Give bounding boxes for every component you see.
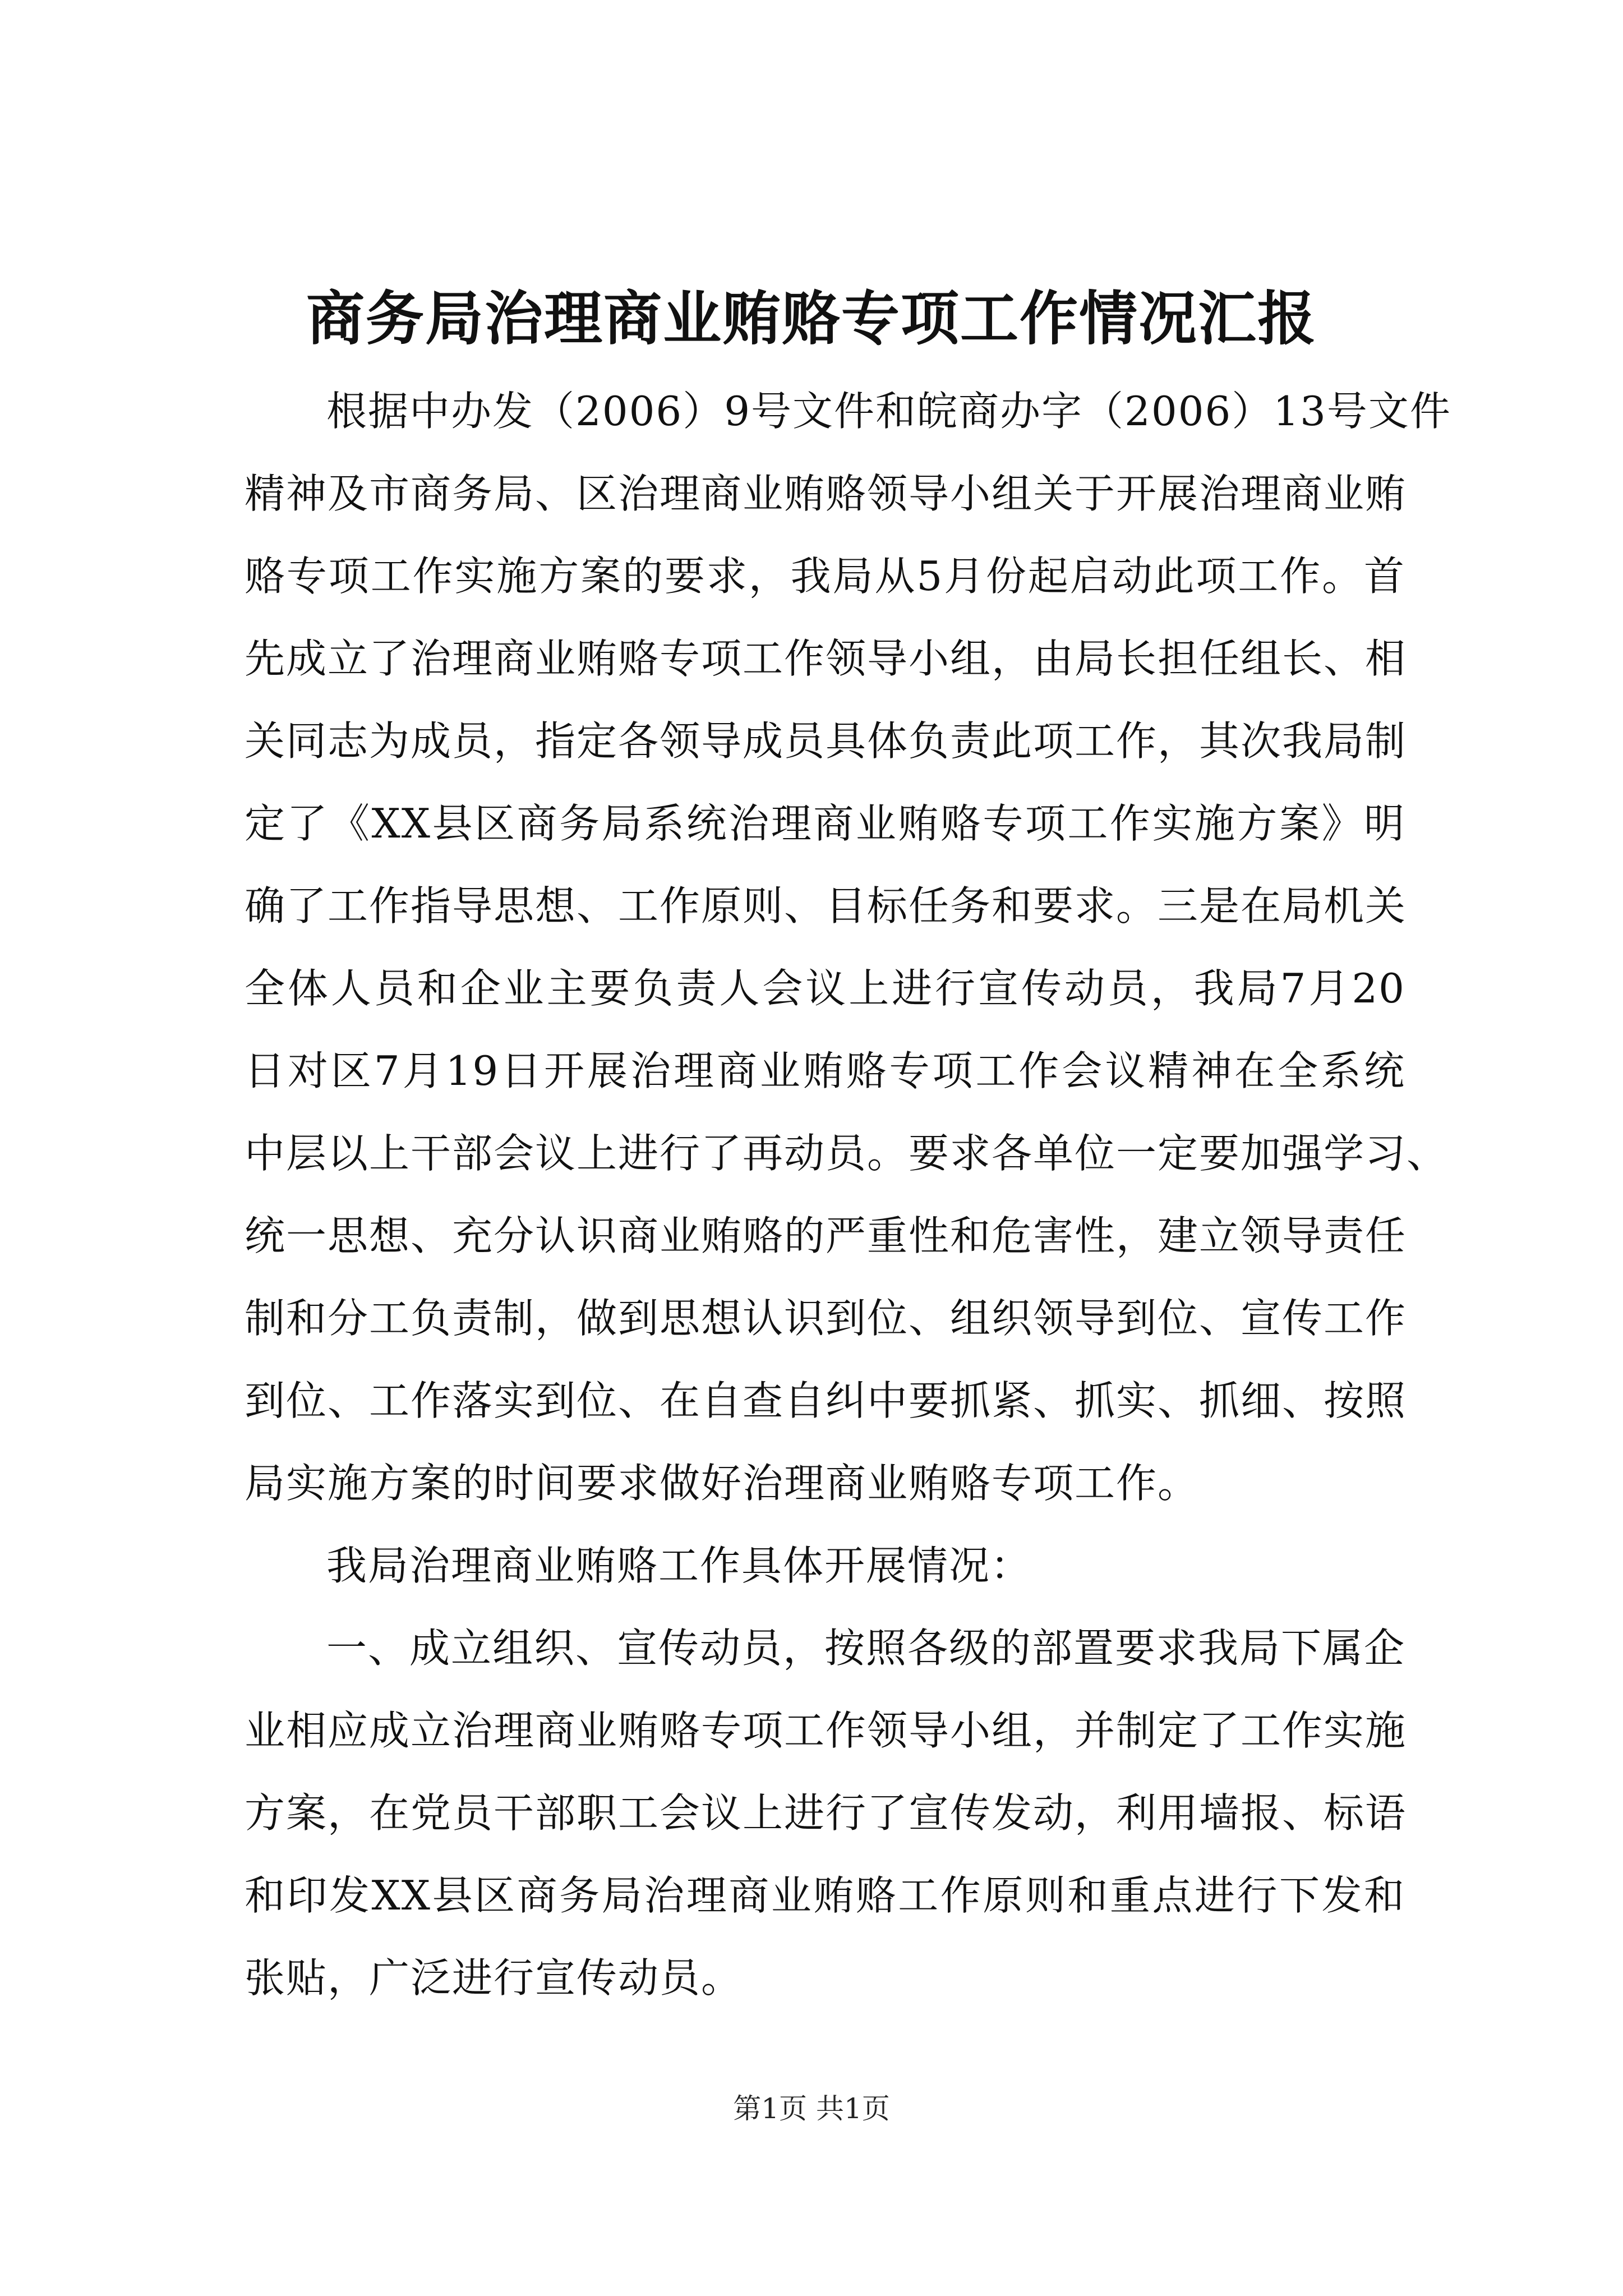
body-line: 日对区7月19日开展治理商业贿赂专项工作会议精神在全系统 <box>245 1047 1405 1094</box>
body-line: 我局治理商业贿赂工作具体开展情况： <box>326 1542 1032 1589</box>
body-line: 制和分工负责制，做到思想认识到位、组织领导到位、宣传工作 <box>245 1295 1407 1342</box>
body-line: 定了《XX县区商务局系统治理商业贿赂专项工作实施方案》明 <box>245 800 1405 847</box>
body-line: 方案，在党员干部职工会议上进行了宣传发动，利用墙报、标语 <box>245 1789 1407 1837</box>
body-line: 到位、工作落实到位、在自查自纠中要抓紧、抓实、抓细、按照 <box>245 1377 1407 1424</box>
body-line: 局实施方案的时间要求做好治理商业贿赂专项工作。 <box>245 1460 1200 1507</box>
body-line: 关同志为成员，指定各领导成员具体负责此项工作，其次我局制 <box>245 717 1407 765</box>
body-line: 和印发XX县区商务局治理商业贿赂工作原则和重点进行下发和 <box>245 1872 1405 1919</box>
body-line: 赂专项工作实施方案的要求，我局从5月份起启动此项工作。首 <box>245 553 1405 600</box>
body-line: 精神及市商务局、区治理商业贿赂领导小组关于开展治理商业贿 <box>245 470 1407 517</box>
body-line: 先成立了治理商业贿赂专项工作领导小组，由局长担任组长、相 <box>245 635 1407 682</box>
body-line: 业相应成立治理商业贿赂专项工作领导小组，并制定了工作实施 <box>245 1707 1407 1754</box>
document-title: 商务局治理商业贿赂专项工作情况汇报 <box>306 284 1317 353</box>
body-line: 根据中办发（2006）9号文件和皖商办字（2006）13号文件 <box>326 388 1451 435</box>
document-body <box>245 370 1451 2019</box>
body-line: 统一思想、充分认识商业贿赂的严重性和危害性，建立领导责任 <box>245 1212 1407 1259</box>
body-line: 全体人员和企业主要负责人会议上进行宣传动员，我局7月20 <box>245 965 1405 1012</box>
body-line: 中层以上干部会议上进行了再动员。要求各单位一定要加强学习、 <box>245 1130 1449 1177</box>
body-line: 一、成立组织、宣传动员，按照各级的部置要求我局下属企 <box>326 1625 1406 1672</box>
body-line: 确了工作指导思想、工作原则、目标任务和要求。三是在局机关 <box>245 882 1407 930</box>
body-line: 张贴，广泛进行宣传动员。 <box>245 1954 743 2001</box>
page-number-footer: 第1页 共1页 <box>733 2092 890 2125</box>
